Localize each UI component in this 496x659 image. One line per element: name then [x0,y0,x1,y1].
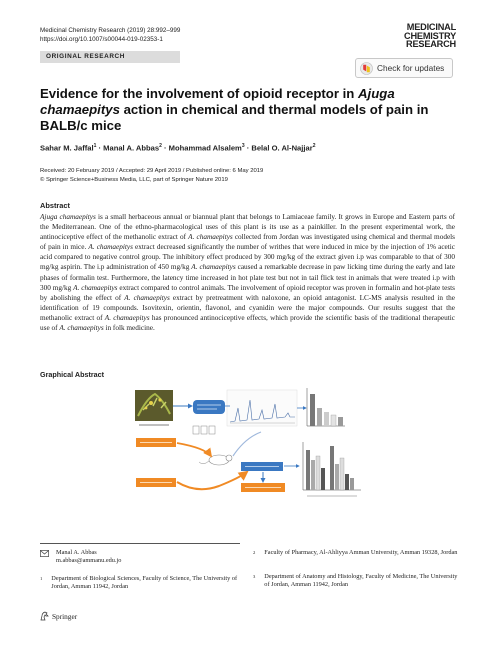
author-separator: · [244,143,252,153]
journal-citation [40,27,180,44]
chromatogram-panel [227,390,297,426]
check-for-updates-button[interactable] [355,58,453,78]
mouse-illustration [199,455,232,465]
journal-volume-line: Medicinal Chemistry Research (2019) 28:992–999 [40,27,181,34]
extract-box [193,400,225,414]
plant-photo [135,390,173,421]
affiliation-2 [253,549,458,557]
species-name: A. chamaepitys [104,313,150,322]
journal-logo [404,23,456,49]
publication-dates [40,167,263,185]
logo-line: RESEARCH [406,39,456,50]
affiliation-marker: 2 [312,143,316,149]
logo-line: CHEMISTRY [404,30,456,41]
species-name: A. chamaepitys [191,263,236,272]
publisher-name: Springer [52,611,78,621]
envelope-icon [40,550,49,557]
arrow [177,443,211,456]
author-name[interactable]: Manal A. Abbas [103,143,160,153]
crossmark-icon [360,62,373,75]
copyright-line: © Springer Science+Business Media, LLC, part of Springer Nature 2019 [40,177,228,183]
species-name: A. chamaepitys [59,324,104,333]
abstract-heading: Abstract [40,201,70,210]
abstract-text [40,212,455,333]
correspondence-name: Manal A. Abbas [56,549,97,556]
section-label: ORIGINAL RESEARCH [40,51,180,63]
graphical-abstract-heading: Graphical Abstract [40,370,105,379]
affiliation-marker: 2 [159,143,162,149]
abstract-sentence: extract decreased significantly the number of writhes that were induced in mice by the injection of 1% acetic acid compared to negative control group. The inhibitory effect produced by 300 mg/kg of the extract given i.p was comparable to that of 300 mg/kg aspirin. The i.p administration of 450 mg/kg [40,243,455,272]
affiliation-number: 2 [253,550,256,555]
publisher-footer [40,611,77,621]
title-species-name: Ajuga chamaepitys [40,86,395,117]
flask-icons [193,426,215,434]
abstract-sentence: caused a remarkable decrease in paw licking time during the early and late phases of formalin test. Furthermore, the latency time increased in hot plate test but not in tail flick test in animals that were treated i.p with 300 mg/kg [40,263,456,292]
arrow [233,432,261,456]
arrow [177,472,247,489]
species-name: A. chamaepitys [124,293,170,302]
abstract-sentence: in folk medicine. [103,324,155,333]
writhing-bar-chart [307,388,345,426]
abstract-sentence: collected from Jordan was investigated using chemical and thermal models of pain in mice. [40,233,455,252]
springer-horse-icon [40,611,49,621]
species-name: A. chamaepitys [88,243,133,252]
affiliation-text: Faculty of Pharmacy, Al-Ahliyya Amman University, Amman 19328, Jordan [264,549,458,556]
affiliation-text: Department of Biological Sciences, Faculty of Science, The University of Jordan, Amman 11942, Jordan [51,575,238,591]
species-name: Ajuga chamaepitys [40,213,96,221]
history-dates: Received: 20 February 2019 / Accepted: 29 April 2019 / Published online: 6 May 2019 [40,168,264,174]
author-separator: · [161,143,169,153]
graphical-abstract-figure [135,386,367,528]
species-name: A. chamaepitys [73,283,118,292]
affiliation-number: 3 [253,574,256,579]
check-for-updates-label: Check for updates [377,63,445,73]
abstract-sentence: has pronounced antinociceptive effects, which provide the scientific basis of the traditional therapeutic use of [40,313,455,333]
title-text: Evidence for the involvement of opioid receptor in [40,86,359,101]
affiliation-marker: 3 [241,143,245,149]
correspondence-email[interactable]: m.abbas@ammanu.edu.jo [56,557,122,565]
author-name[interactable]: Mohammad Alsalem [168,143,242,153]
author-name[interactable]: Sahar M. Jaffal [40,143,94,153]
logo-line: MEDICINAL [406,22,456,32]
title-text: action in chemical and thermal models of pain in BALB/c mice [40,102,429,133]
abstract-sentence: extract compared to control animals. The involvement of opioid receptor was proven in formalin and hot-plate tests by abolishing the effect of [40,283,455,302]
article-title [40,86,460,134]
author-separator: · [96,143,104,153]
affiliation-1 [40,575,245,592]
abstract-sentence: is a small herbaceous annual or biannual plant that belongs to Lamiaceae family. It grows in Europe and Eastern parts of the Mediterranean. One of the ethno-pharmacological uses of this plant is its use as a painkiller. In the present experimental work, the antinociceptive effect of the methanolic extract of [40,213,455,242]
author-name[interactable]: Belal O. Al-Najjar [251,143,313,153]
doi-link[interactable]: https://doi.org/10.1007/s00044-019-02353-1 [40,35,163,43]
affiliation-text: Department of Anatomy and Histology, Faculty of Medicine, The University of Jordan, Amman 11942, Jordan [264,573,458,589]
affiliation-number: 1 [40,576,43,581]
author-list [40,143,315,153]
abstract-sentence: extract by pretreatment with naloxone, an opioid antagonist. LC-MS analysis resulted in the identification of 19 compounds. Isovitexin, orientin, flavonol, and cyanidin were the major compounds. Our results suggest that the methanolic extract of [40,293,455,322]
correspondence-note [40,549,121,566]
affiliation-3 [253,573,458,590]
affiliation-marker: 1 [93,143,97,149]
formalin-bar-chart [303,442,361,496]
species-name: A. chamaepitys [188,233,233,242]
footnote-divider [40,543,240,544]
